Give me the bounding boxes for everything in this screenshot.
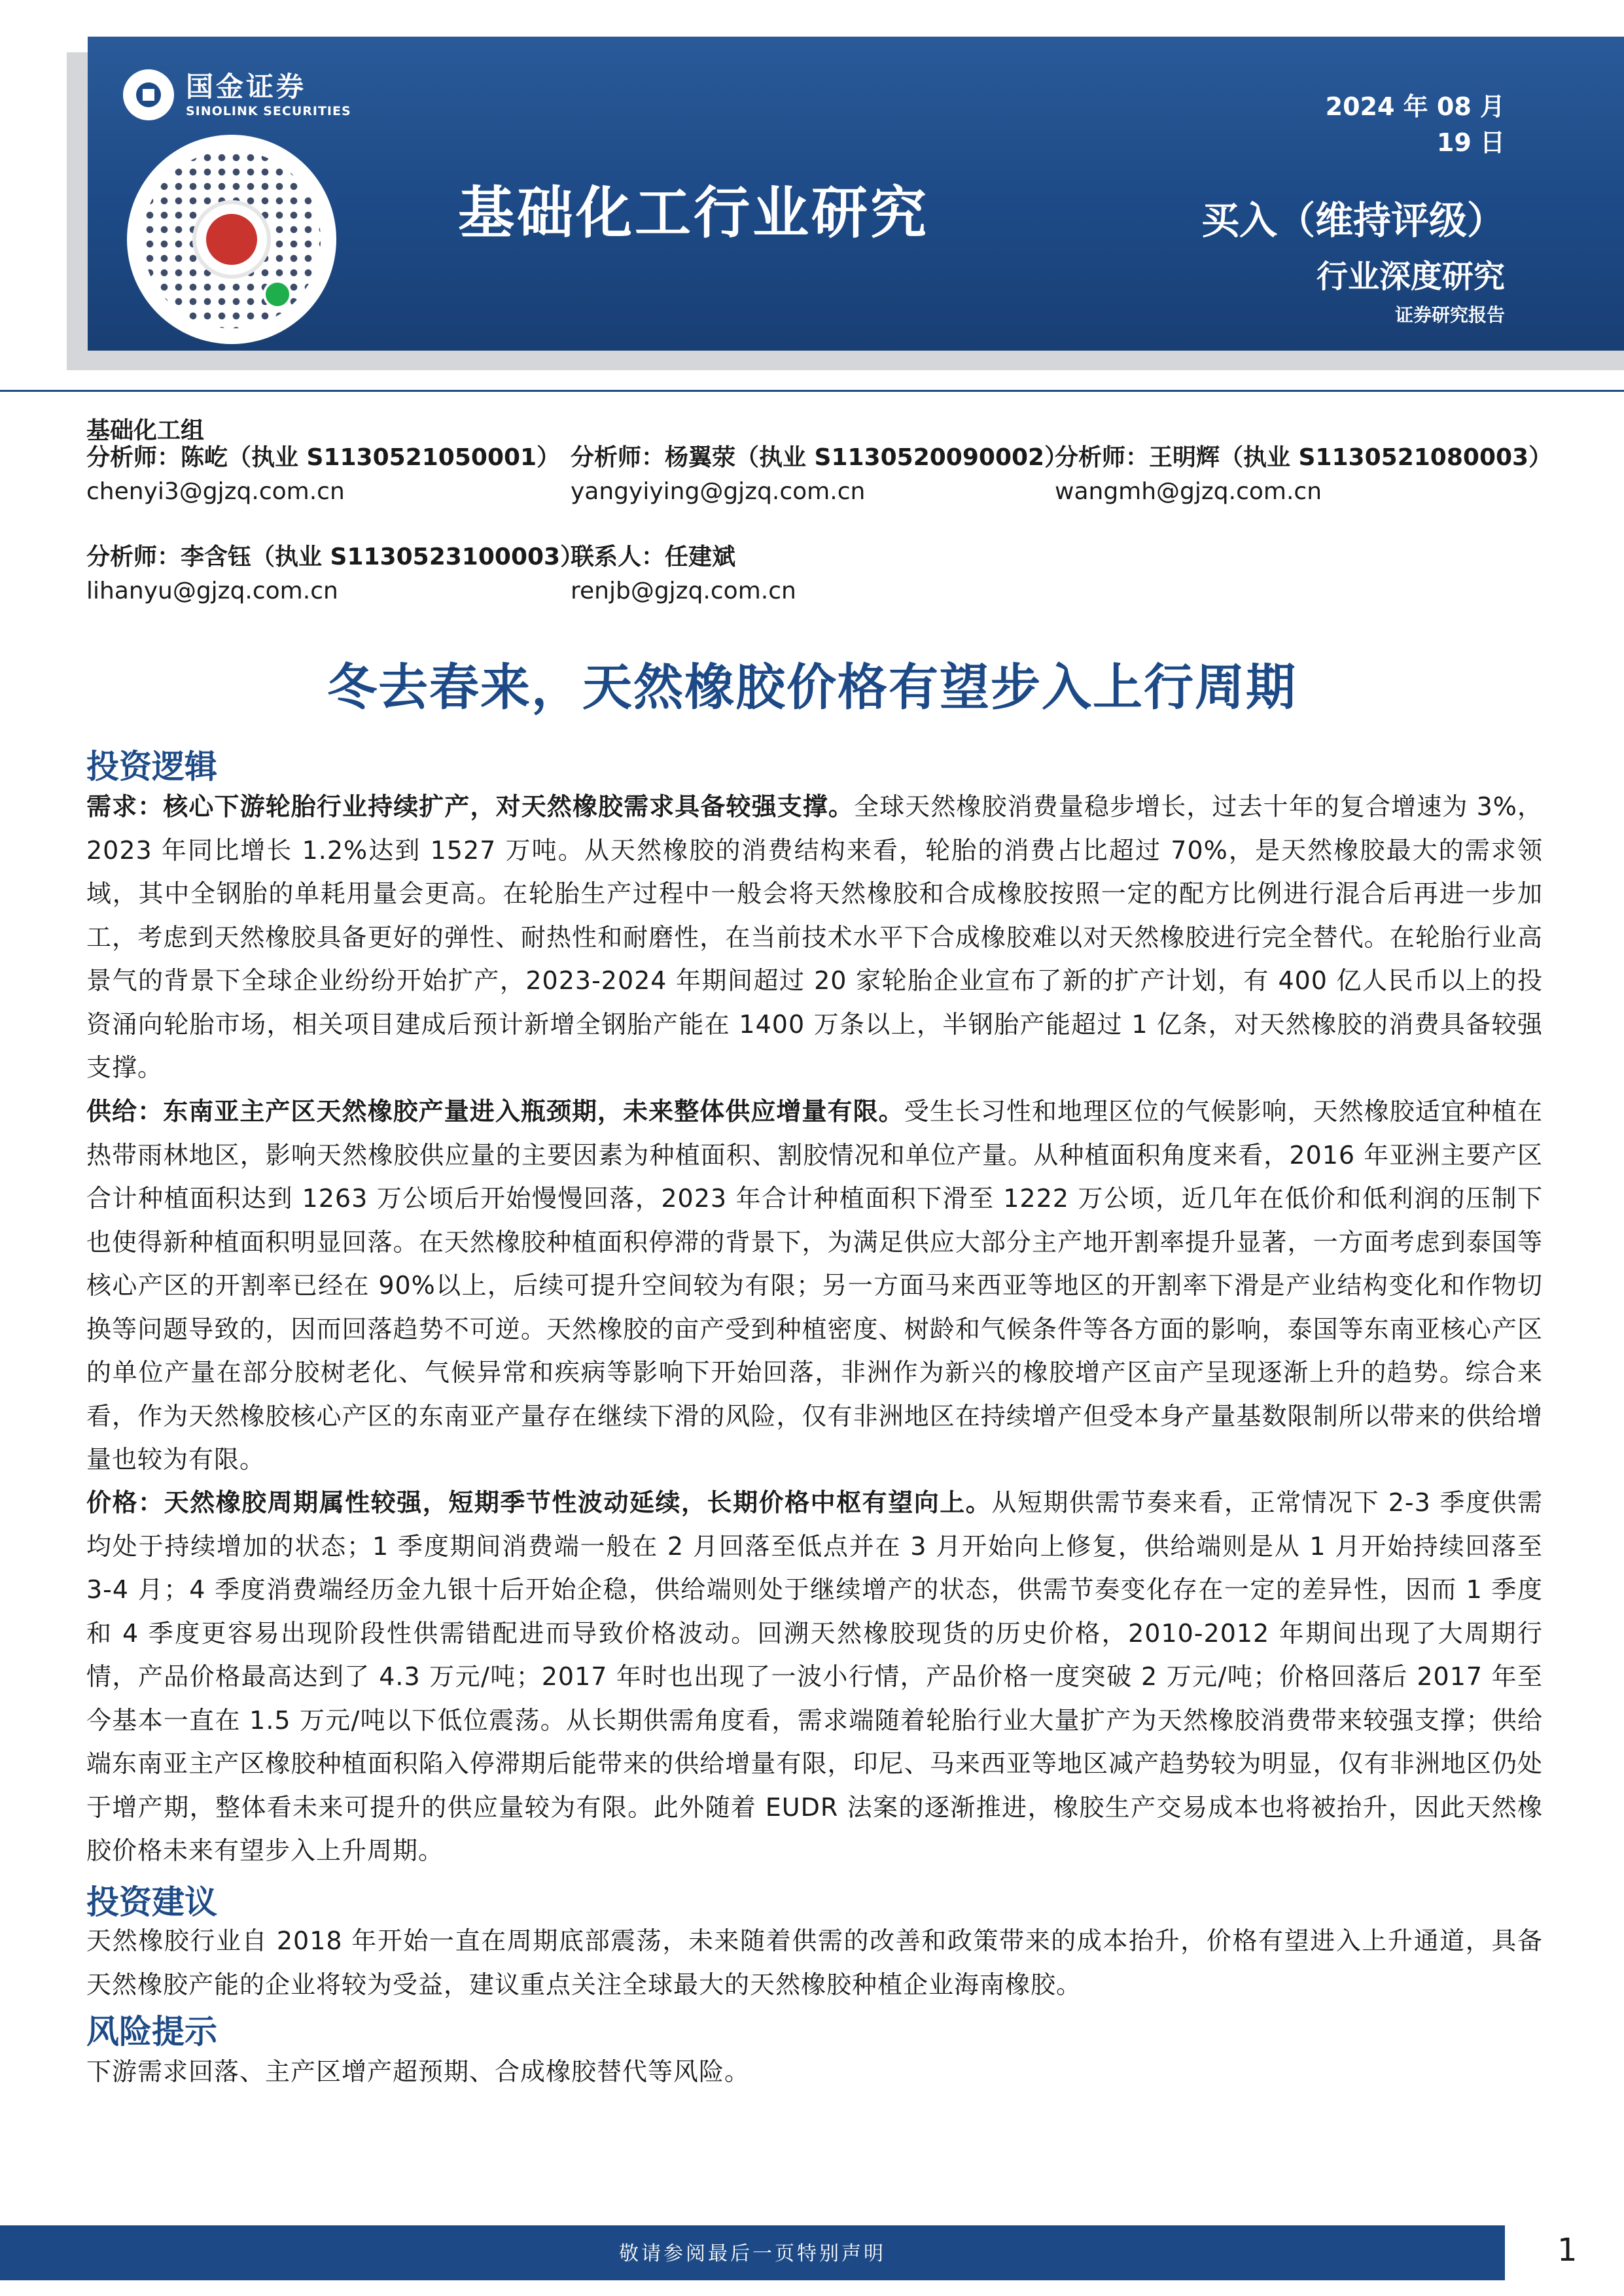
report-title: 冬去春来，天然橡胶价格有望步入上行周期: [327, 658, 1297, 716]
mini-program-app-icon: [263, 280, 292, 309]
paragraph-risk: 下游需求回落、主产区增产超预期、合成橡胶替代等风险。: [86, 2057, 750, 2086]
analyst-yangyiying: [571, 441, 1068, 509]
paragraph-lead: 需求：核心下游轮胎行业持续扩产，对天然橡胶需求具备较强支撑。: [86, 792, 855, 821]
analyst-lihanyu: [86, 540, 584, 608]
analyst-email[interactable]: lihanyu@gjzq.com.cn: [86, 578, 338, 604]
report-date: 2024 年 08 月 19 日: [1325, 92, 1505, 157]
qr-center-logo: [192, 200, 271, 279]
page-number: 1: [1557, 2232, 1578, 2269]
company-logo: [123, 69, 351, 120]
contact-email[interactable]: renjb@gjzq.com.cn: [571, 578, 796, 604]
logo-en: SINOLINK SECURITIES: [186, 104, 351, 118]
mini-program-qr-icon: [127, 135, 336, 344]
paragraph-lead: 价格：天然橡胶周期属性较强，短期季节性波动延续，长期价格中枢有望向上。: [86, 1488, 992, 1517]
analyst-name: 分析师：李含钰（执业 S1130523100003）: [86, 544, 584, 570]
rating-badge: 买入（维持评级）: [1201, 198, 1505, 243]
analyst-name: 分析师：杨翼荥（执业 S1130520090002）: [571, 444, 1068, 471]
paragraph-body: 受生长习性和地理区位的气候影响，天然橡胶适宜种植在热带雨林地区，影响天然橡胶供应量的主要因素为种植面积、割胶情况和单位产量。从种植面积角度来看，2016 年亚洲主要产区合计种植面积达到 1263 万公顷后开始慢慢回落，2023 年合计种植面积下滑至 1222 万公顷，近几年在低价和低利润的压制下也使得新种植面积明显回落。在天然橡胶种植面积停滞的背景下，为满足供应大部分主产地开割率提升显著，一方面考虑到泰国等核心产区的开割率已经在 90%以上，后续可提升空间较为有限；另一方面马来西亚等地区的开割率下滑是产业结构变化和作物切换等问题导致的，因而回落趋势不可逆。天然橡胶的亩产受到种植密度、树龄和气候条件等各方面的影响，泰国等东南亚核心产区的单位产量在部分胶树老化、气候异常和疾病等影响下开始回落，非洲作为新兴的橡胶增产区亩产呈现逐渐上升的趋势。综合来看，作为天然橡胶核心产区的东南亚产量存在继续下滑的风险，仅有非洲地区在持续增产但受本身产量基数限制所以带来的供给增量也较为有限。: [86, 1097, 1543, 1474]
analyst-email[interactable]: chenyi3@gjzq.com.cn: [86, 478, 345, 505]
report-type: 行业深度研究: [1316, 258, 1505, 295]
banner-title: 基础化工行业研究: [458, 181, 929, 246]
contact-name: 联系人：任建斌: [571, 544, 736, 570]
section-heading-logic: 投资逻辑: [86, 748, 217, 786]
qr-badge-icon: [206, 214, 257, 265]
analyst-group: 基础化工组: [86, 417, 205, 444]
paragraph-body: 从短期供需节奏来看，正常情况下 2-3 季度供需均处于持续增加的状态；1 季度期间消费端一般在 2 月回落至低点并在 3 月开始向上修复，供给端则是从 1 月开始持续回落至 3-4 月；4 季度消费端经历金九银十后开始企稳，供给端则处于继续增产的状态，供需节奏变化存在一定的差异性，因而 1 季度和 4 季度更容易出现阶段性供需错配进而导致价格波动。回溯天然橡胶现货的历史价格，2010-2012 年期间出现了大周期行情，产品价格最高达到了 4.3 万元/吨；2017 年时也出现了一波小行情，产品价格一度突破 2 万元/吨；价格回落后 2017 年至今基本一直在 1.5 万元/吨以下低位震荡。从长期供需角度看，需求端随着轮胎行业大量扩产为天然橡胶消费带来较强支撑；供给端东南亚主产区橡胶种植面积陷入停滞期后能带来的供给增量有限，印尼、马来西亚等地区减产趋势较为明显，仅有非洲地区仍处于增产期，整体看未来可提升的供应量较为有限。此外随着 EUDR 法案的逐渐推进，橡胶生产交易成本也将被抬升，因此天然橡胶价格未来有望步入上升周期。: [86, 1488, 1543, 1865]
section-heading-risk: 风险提示: [86, 2013, 217, 2051]
analyst-email[interactable]: wangmh@gjzq.com.cn: [1055, 478, 1322, 505]
paragraph-demand: [86, 785, 1543, 1090]
paragraph-lead: 供给：东南亚主产区天然橡胶产量进入瓶颈期，未来整体供应增量有限。: [86, 1097, 904, 1126]
analyst-email[interactable]: yangyiying@gjzq.com.cn: [571, 478, 866, 505]
analyst-name: 分析师：陈屹（执业 S1130521050001）: [86, 444, 561, 471]
analyst-name: 分析师：王明辉（执业 S1130521080003）: [1055, 444, 1553, 471]
section-heading-advice: 投资建议: [86, 1883, 217, 1921]
paragraph-advice: 天然橡胶行业自 2018 年开始一直在周期底部震荡，未来随着供需的改善和政策带来的成本抬升，价格有望进入上升通道，具备天然橡胶产能的企业将较为受益，建议重点关注全球最大的天然橡胶种植企业海南橡胶。: [86, 1926, 1543, 1999]
footer-disclaimer[interactable]: 敬请参阅最后一页特别声明: [619, 2242, 886, 2265]
contact-renjb: [571, 540, 796, 608]
report-subtype: 证券研究报告: [1394, 304, 1505, 326]
header-divider: [0, 390, 1624, 392]
paragraph-supply: [86, 1090, 1543, 1482]
logo-text: [186, 71, 351, 119]
analyst-wangmh: [1055, 441, 1552, 509]
analyst-chenyi: [86, 441, 560, 509]
paragraph-body: 全球天然橡胶消费量稳步增长，过去十年的复合增速为 3%，2023 年同比增长 1.2%达到 1527 万吨。从天然橡胶的消费结构来看，轮胎的消费占比超过 70%，是天然橡胶最大的需求领域，其中全钢胎的单耗用量会更高。在轮胎生产过程中一般会将天然橡胶和合成橡胶按照一定的配方比例进行混合后再进一步加工，考虑到天然橡胶具备更好的弹性、耐热性和耐磨性，在当前技术水平下合成橡胶难以对天然橡胶进行完全替代。在轮胎行业高景气的背景下全球企业纷纷开始扩产，2023-2024 年期间超过 20 家轮胎企业宣布了新的扩产计划，有 400 亿人民币以上的投资涌向轮胎市场，相关项目建成后预计新增全钢胎产能在 1400 万条以上，半钢胎产能超过 1 亿条，对天然橡胶的消费具备较强支撑。: [86, 792, 1543, 1082]
logo-cn: 国金证券: [186, 71, 307, 103]
paragraph-price: [86, 1481, 1543, 1873]
logo-icon: [123, 69, 174, 120]
